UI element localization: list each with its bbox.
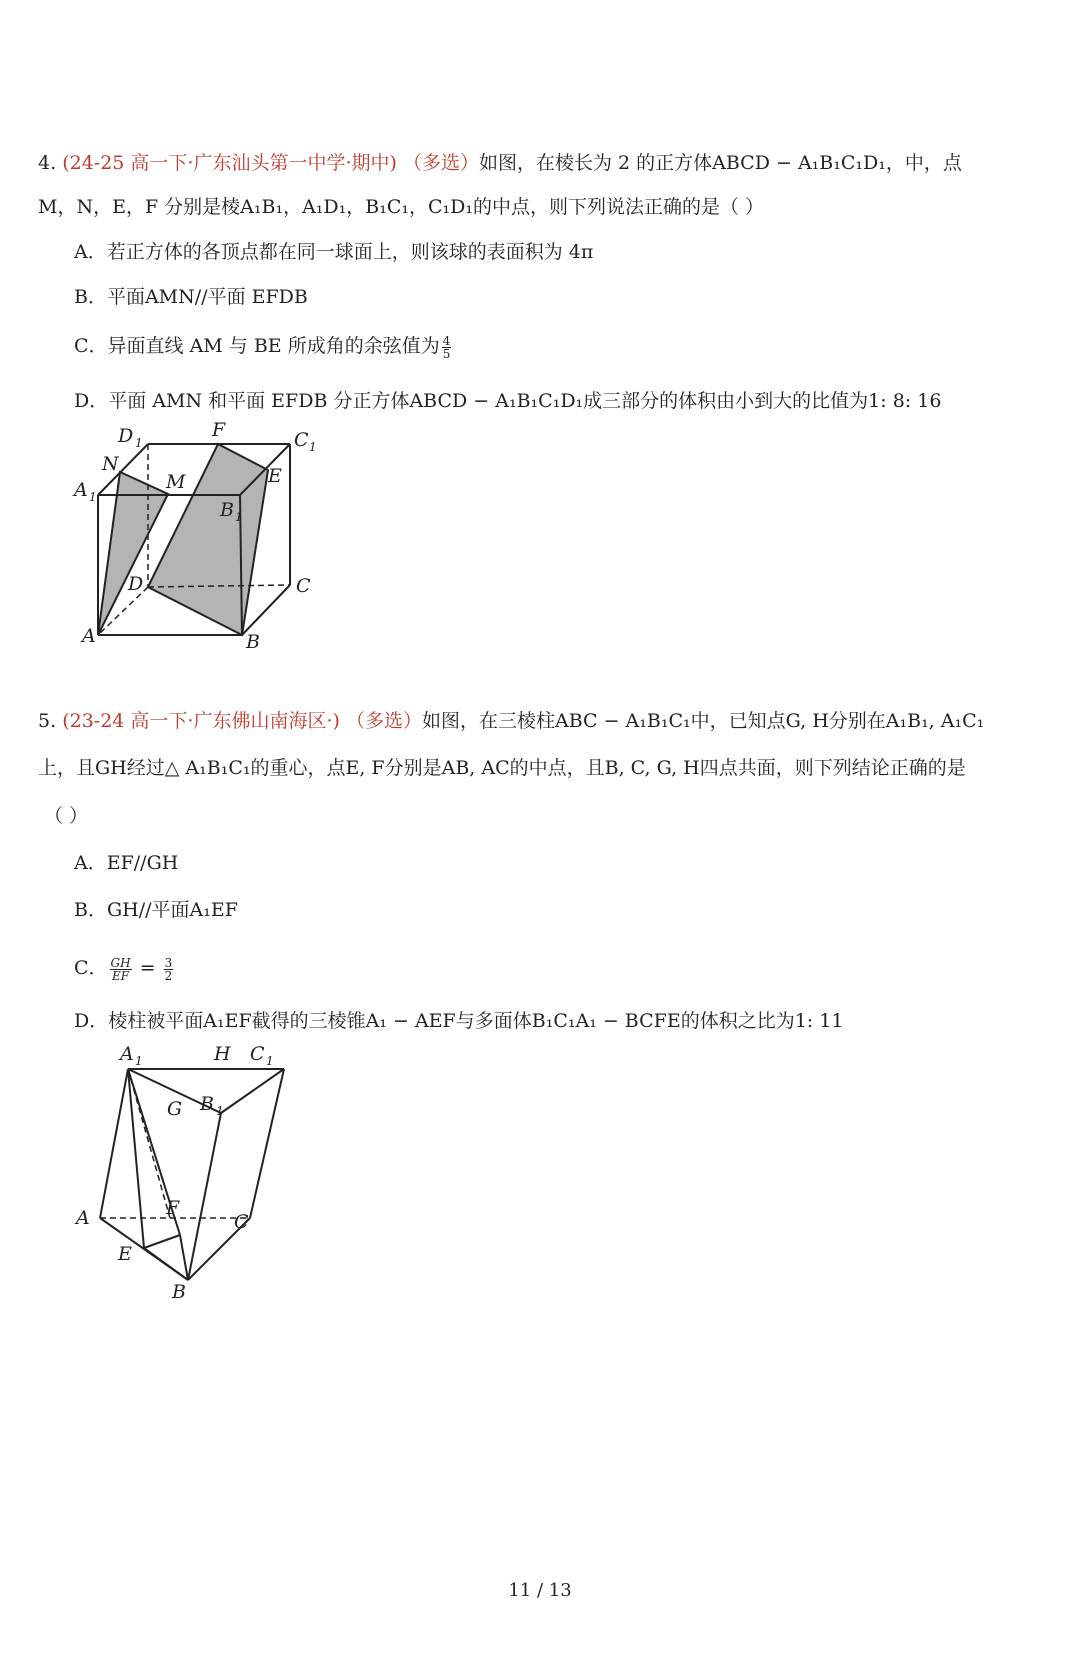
q5-option-d: D．棱柱被平面A₁EF截得的三棱锥A₁ − AEF与多面体B₁C₁A₁ − BCFE的体积之比为1: 11: [74, 1010, 844, 1032]
q5-stem-line2: 上，且GH经过△ A₁B₁C₁的重心，点E, F分别是AB, AC的中点，且B, C, G, H四点共面，则下列结论正确的是: [38, 757, 966, 779]
q4-option-c-text: C．异面直线 AM 与 BE 所成角的余弦值为: [74, 335, 440, 357]
equals-sign: =: [139, 957, 156, 979]
fraction-numerator: GH: [110, 955, 131, 970]
label-d1: D: [118, 425, 134, 447]
fraction-denominator: 5: [442, 346, 451, 361]
label-a: A: [76, 1207, 90, 1229]
q5-source: (23-24 高一下·广东佛山南海区·): [62, 710, 340, 732]
label-c1-sub: 1: [309, 440, 317, 454]
label-a1: A: [74, 479, 88, 501]
fraction-numerator: 3: [164, 955, 173, 970]
q5-fraction-gh-ef: [110, 957, 132, 982]
prism-figure: [70, 1040, 310, 1303]
label-c1-sub: 1: [266, 1054, 274, 1068]
label-f: F: [166, 1197, 180, 1219]
label-b: B: [172, 1281, 186, 1303]
q5-option-a: A．EF//GH: [74, 852, 179, 874]
label-c: C: [296, 575, 311, 597]
label-b1-sub: 1: [216, 1104, 224, 1118]
label-n: N: [102, 453, 119, 475]
q5-stem-line1: [38, 708, 984, 734]
label-c1: C: [294, 429, 309, 451]
label-e: E: [118, 1243, 132, 1265]
label-b1-sub: 1: [235, 510, 243, 524]
q5-stem-1: 如图，在三棱柱ABC − A₁B₁C₁中，已知点G, H分别在A₁B₁, A₁C₁: [421, 710, 985, 732]
label-a1-sub: 1: [89, 490, 97, 504]
q5-fraction-3-2: [164, 957, 174, 982]
q4-stem-1: 如图，在棱长为 2 的正方体ABCD − A₁B₁C₁D₁，中，点: [478, 152, 962, 174]
q5-option-c: [74, 955, 175, 982]
q5-stem-line3: （ ）: [44, 805, 89, 827]
q4-source: (24-25 高一下·广东汕头第一中学·期中): [62, 152, 397, 174]
q4-stem-line1: [38, 150, 962, 176]
label-a1-sub: 1: [135, 1054, 143, 1068]
label-b: B: [246, 631, 260, 653]
q4-stem-line2: M，N，E，F 分别是棱A₁B₁，A₁D₁，B₁C₁，C₁D₁的中点，则下列说法正确的是（ ）: [38, 196, 765, 218]
label-e: E: [268, 465, 282, 487]
q4-number: 4.: [38, 152, 57, 174]
q4-option-d: D．平面 AMN 和平面 EFDB 分正方体ABCD − A₁B₁C₁D₁成三部分的体积由小到大的比值为1: 8: 16: [74, 390, 942, 412]
q5-number: 5.: [38, 710, 57, 732]
label-m: M: [166, 471, 186, 493]
label-b1: B: [200, 1093, 214, 1115]
label-c: C: [234, 1211, 249, 1233]
label-a1: A: [120, 1043, 134, 1065]
label-h: H: [214, 1043, 231, 1065]
label-d1-sub: 1: [135, 436, 143, 450]
cube-figure: [60, 420, 360, 660]
q5-option-b: B．GH//平面A₁EF: [74, 899, 238, 921]
label-f: F: [212, 419, 226, 441]
q4-option-c-fraction: [442, 335, 452, 360]
q4-type: （多选）: [402, 152, 479, 174]
fraction-denominator: EF: [112, 968, 130, 983]
fraction-denominator: 2: [164, 968, 173, 983]
label-d: D: [128, 573, 144, 595]
label-c1: C: [250, 1043, 265, 1065]
q5-option-c-prefix: C．: [74, 957, 108, 979]
q4-option-c: [74, 333, 453, 360]
q5-type: （多选）: [345, 710, 422, 732]
q4-option-a: A．若正方体的各顶点都在同一球面上，则该球的表面积为 4π: [74, 241, 594, 263]
label-b1: B: [220, 499, 234, 521]
page-number: 11 / 13: [508, 1580, 572, 1601]
fraction-numerator: 4: [442, 333, 451, 348]
q4-option-b: B．平面AMN//平面 EFDB: [74, 286, 308, 308]
label-g: G: [167, 1098, 183, 1120]
label-a: A: [82, 625, 96, 647]
